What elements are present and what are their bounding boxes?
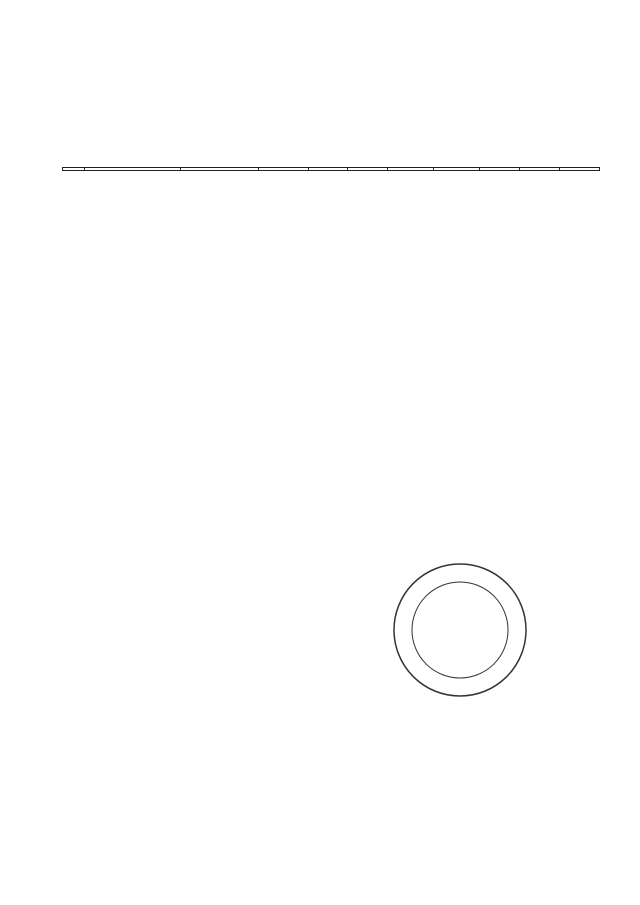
table-cell-number [63, 168, 85, 171]
inserted-table-row [62, 167, 600, 171]
table-cell-indicator2 [520, 168, 560, 171]
table-cell-indicator3 [560, 168, 600, 171]
table-cell-executor [180, 168, 258, 171]
table-cell-measure [84, 168, 180, 171]
table-cell-year3 [434, 168, 480, 171]
table-cell-total [308, 168, 348, 171]
table-cell-indicator1 [480, 168, 520, 171]
table-cell-year2 [388, 168, 434, 171]
table-cell-year1 [348, 168, 388, 171]
official-seal [390, 560, 530, 700]
table-row [63, 168, 600, 171]
table-cell-source [258, 168, 308, 171]
